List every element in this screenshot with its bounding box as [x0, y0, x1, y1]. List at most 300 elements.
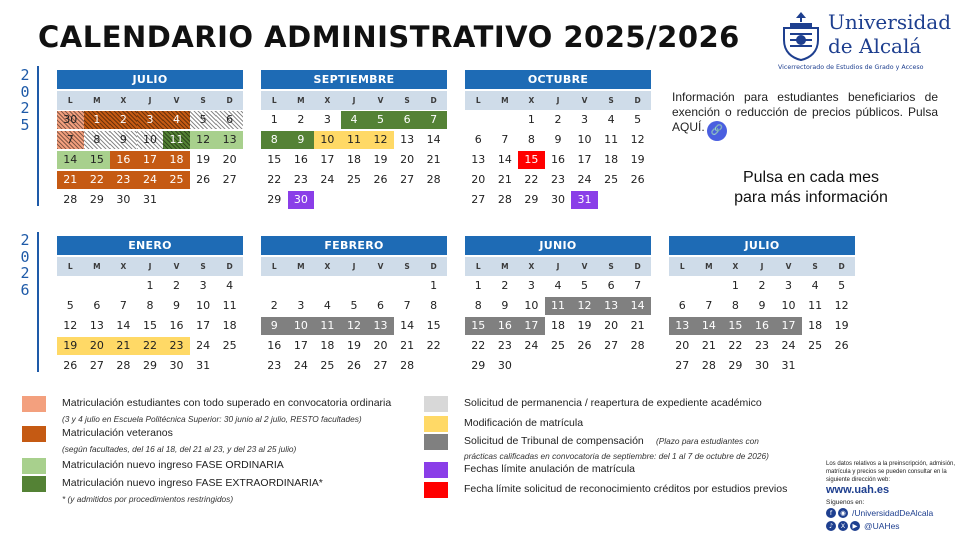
- month-header[interactable]: JULIO: [669, 236, 855, 255]
- weekday-label: M: [297, 262, 305, 271]
- weekday-label: V: [785, 262, 792, 271]
- weekday-label: X: [120, 262, 127, 271]
- week-row: [669, 276, 855, 296]
- day-cell: 22: [524, 173, 539, 186]
- social-row-2[interactable]: [826, 520, 900, 532]
- weekday-label: J: [148, 96, 152, 105]
- day-cell: 7: [634, 279, 642, 292]
- empty-day-cell: [545, 357, 572, 375]
- day-cell: 28: [497, 193, 512, 206]
- day-cell: 10: [577, 133, 592, 146]
- weekday-label: V: [377, 262, 384, 271]
- day-cell: 21: [110, 337, 137, 355]
- week-row: [57, 150, 243, 170]
- day-cell: 1: [731, 279, 739, 292]
- day-cell: 5: [838, 279, 846, 292]
- day-cell: 3: [527, 279, 535, 292]
- legend-label: Fechas límite anulación de matrícula: [464, 463, 635, 475]
- year-digit: 2: [20, 264, 30, 282]
- day-cell: 25: [320, 359, 335, 372]
- empty-day-cell: [598, 191, 625, 209]
- day-cell: 15: [722, 317, 749, 335]
- month-header[interactable]: SEPTIEMBRE: [261, 70, 447, 89]
- day-cell: 30: [169, 359, 184, 372]
- day-cell: 21: [630, 319, 645, 332]
- legend-label: Solicitud de Tribunal de compensación: [464, 435, 644, 447]
- empty-day-cell: [624, 357, 651, 375]
- weekday-row: [465, 91, 651, 110]
- empty-day-cell: [216, 357, 243, 375]
- empty-day-cell: [341, 191, 368, 209]
- day-cell: 19: [834, 319, 849, 332]
- day-cell: 30: [497, 359, 512, 372]
- day-cell: 23: [550, 173, 565, 186]
- day-cell: 6: [377, 299, 385, 312]
- legend-swatch-peach: [22, 396, 46, 412]
- day-cell: 16: [293, 153, 308, 166]
- day-cell: 25: [346, 173, 361, 186]
- day-cell: 22: [426, 339, 441, 352]
- weekday-label: M: [93, 96, 101, 105]
- day-cell: 22: [84, 171, 111, 189]
- day-cell: 26: [577, 339, 592, 352]
- day-cell: 6: [678, 299, 686, 312]
- day-cell: 9: [110, 131, 137, 149]
- day-cell: 9: [501, 299, 509, 312]
- day-cell: 14: [116, 319, 131, 332]
- month-header[interactable]: OCTUBRE: [465, 70, 651, 89]
- day-cell: 13: [471, 153, 486, 166]
- legend-label: Solicitud de permanencia / reapertura de expediente académico: [464, 397, 762, 409]
- day-cell: 13: [89, 319, 104, 332]
- empty-day-cell: [216, 191, 243, 209]
- day-cell: 22: [267, 173, 282, 186]
- legend-swatch-yellow: [424, 416, 448, 432]
- day-cell: 14: [624, 297, 651, 315]
- day-cell: 9: [261, 317, 288, 335]
- week-row: [57, 296, 243, 316]
- weekday-label: D: [430, 96, 437, 105]
- day-cell: 18: [808, 319, 823, 332]
- empty-day-cell: [341, 277, 368, 295]
- month-3[interactable]: [57, 236, 243, 376]
- weekday-label: S: [200, 96, 206, 105]
- day-cell: 16: [267, 339, 282, 352]
- day-cell: 24: [293, 359, 308, 372]
- day-cell: 17: [518, 317, 545, 335]
- day-cell: 15: [84, 151, 111, 169]
- day-cell: 11: [341, 131, 368, 149]
- weekday-label: M: [501, 96, 509, 105]
- day-cell: 8: [474, 299, 482, 312]
- day-cell: 25: [604, 173, 619, 186]
- day-cell: 19: [196, 153, 211, 166]
- day-cell: 27: [89, 359, 104, 372]
- weekday-label: X: [528, 262, 535, 271]
- week-row: [57, 356, 243, 376]
- logo-name-line1: Universidad: [828, 10, 952, 34]
- day-cell: 28: [701, 359, 716, 372]
- day-cell: 14: [497, 153, 512, 166]
- day-cell: 13: [669, 317, 696, 335]
- day-cell: 23: [754, 339, 769, 352]
- day-cell: 25: [163, 171, 190, 189]
- day-cell: 23: [497, 339, 512, 352]
- day-cell: 4: [226, 279, 234, 292]
- social-handle-2: @UAHes: [864, 521, 900, 531]
- weekday-label: X: [732, 262, 739, 271]
- day-cell: 15: [142, 319, 157, 332]
- crest-icon: [780, 10, 822, 62]
- day-cell: 12: [63, 319, 78, 332]
- day-cell: 27: [604, 339, 619, 352]
- day-cell: 3: [323, 113, 331, 126]
- day-cell: 21: [57, 171, 84, 189]
- day-cell: 29: [524, 193, 539, 206]
- month-header[interactable]: JULIO: [57, 70, 243, 89]
- day-cell: 1: [430, 279, 438, 292]
- week-row: [261, 190, 447, 210]
- day-cell: 16: [749, 317, 776, 335]
- day-cell: 18: [222, 319, 237, 332]
- weekday-label: S: [812, 262, 818, 271]
- year-2026-bar: [37, 232, 39, 372]
- week-row: [465, 150, 651, 170]
- day-cell: 5: [66, 299, 74, 312]
- legend-right: [424, 396, 824, 506]
- day-cell: 28: [400, 359, 415, 372]
- day-cell: 8: [527, 133, 535, 146]
- day-cell: 10: [137, 131, 164, 149]
- week-row: [57, 110, 243, 130]
- weekday-label: S: [608, 262, 614, 271]
- day-cell: 13: [216, 131, 243, 149]
- day-cell: 6: [607, 279, 615, 292]
- exemption-info-text[interactable]: Información para estudiantes beneficiarios de exención o reducción de precios públicos. Pulsa AQUÍ.: [672, 90, 938, 134]
- weekday-label: X: [120, 96, 127, 105]
- day-cell: 27: [471, 193, 486, 206]
- day-cell: 3: [785, 279, 793, 292]
- week-row: [261, 356, 447, 376]
- week-row: [465, 316, 651, 336]
- empty-day-cell: [802, 357, 829, 375]
- hint-line2: para más información: [734, 189, 888, 206]
- day-cell: 11: [163, 131, 190, 149]
- day-cell: 24: [137, 171, 164, 189]
- day-cell: 10: [314, 131, 341, 149]
- weekday-label: J: [556, 96, 560, 105]
- day-cell: 6: [216, 111, 243, 129]
- tiktok-icon: ♪: [826, 521, 836, 531]
- day-cell: 27: [373, 359, 388, 372]
- week-row: [261, 296, 447, 316]
- empty-day-cell: [465, 111, 492, 129]
- day-cell: 4: [341, 111, 368, 129]
- day-cell: 21: [400, 339, 415, 352]
- year-2025-bar: [37, 66, 39, 206]
- empty-day-cell: [84, 277, 111, 295]
- instagram-icon: ◉: [838, 508, 848, 518]
- month-header[interactable]: FEBRERO: [261, 236, 447, 255]
- weekday-row: [465, 257, 651, 276]
- day-cell: 7: [403, 299, 411, 312]
- day-cell: 21: [426, 153, 441, 166]
- year-digit: 0: [20, 247, 30, 266]
- day-cell: 1: [146, 279, 154, 292]
- day-cell: 7: [420, 111, 447, 129]
- day-cell: 28: [116, 359, 131, 372]
- day-cell: 10: [196, 299, 211, 312]
- week-row: [261, 110, 447, 130]
- weekday-label: J: [760, 262, 764, 271]
- day-cell: 11: [808, 299, 823, 312]
- day-cell: 4: [163, 111, 190, 129]
- empty-day-cell: [394, 277, 421, 295]
- day-cell: 13: [598, 297, 625, 315]
- empty-day-cell: [669, 277, 696, 295]
- month-6[interactable]: [669, 236, 855, 376]
- weekday-label: D: [634, 96, 641, 105]
- day-cell: 24: [196, 339, 211, 352]
- empty-day-cell: [598, 357, 625, 375]
- week-row: [465, 170, 651, 190]
- day-cell: 5: [581, 279, 589, 292]
- day-cell: 30: [57, 111, 84, 129]
- empty-day-cell: [367, 277, 394, 295]
- empty-day-cell: [518, 357, 545, 375]
- weekday-label: J: [556, 262, 560, 271]
- day-cell: 11: [314, 317, 341, 335]
- weekday-label: M: [705, 262, 713, 271]
- month-click-hint: [700, 168, 922, 208]
- day-cell: 24: [524, 339, 539, 352]
- week-row: [465, 296, 651, 316]
- weekday-label: V: [377, 96, 384, 105]
- day-cell: 31: [196, 359, 211, 372]
- month-2[interactable]: [465, 70, 651, 210]
- day-cell: 18: [550, 319, 565, 332]
- day-cell: 12: [190, 131, 217, 149]
- year-digit: 2: [20, 99, 30, 117]
- month-1[interactable]: [261, 70, 447, 210]
- day-cell: 20: [675, 339, 690, 352]
- year-digit: 2: [20, 66, 30, 84]
- week-row: [57, 316, 243, 336]
- day-cell: 23: [110, 171, 137, 189]
- day-cell: 1: [270, 113, 278, 126]
- year-digit: 5: [20, 115, 30, 134]
- day-cell: 26: [346, 359, 361, 372]
- day-cell: 9: [554, 133, 562, 146]
- social-row-1[interactable]: [826, 507, 933, 519]
- day-cell: 8: [731, 299, 739, 312]
- legend-left: [22, 396, 422, 506]
- day-cell: 2: [501, 279, 509, 292]
- link-icon[interactable]: 🔗: [707, 121, 727, 141]
- month-header[interactable]: JUNIO: [465, 236, 651, 255]
- day-cell: 18: [163, 151, 190, 169]
- day-cell: 9: [173, 299, 181, 312]
- empty-day-cell: [492, 111, 519, 129]
- weekday-row: [57, 91, 243, 110]
- day-cell: 30: [550, 193, 565, 206]
- year-2026-label: [14, 232, 36, 298]
- week-row: [261, 336, 447, 356]
- day-cell: 11: [222, 299, 237, 312]
- day-cell: 19: [57, 337, 84, 355]
- day-cell: 13: [400, 133, 415, 146]
- day-cell: 12: [341, 317, 368, 335]
- legend-note: (3 y 4 julio en Escuela Politécnica Superior: 30 junio al 2 julio, RESTO facultades): [62, 414, 362, 424]
- legend-note: (según facultades, del 16 al 18, del 21 al 23, y del 23 al 25 julio): [62, 444, 297, 454]
- day-cell: 8: [261, 131, 288, 149]
- month-4[interactable]: [261, 236, 447, 376]
- weekday-label: M: [297, 96, 305, 105]
- weekday-label: L: [67, 262, 73, 271]
- day-cell: 7: [119, 299, 127, 312]
- day-cell: 9: [758, 299, 766, 312]
- day-cell: 18: [346, 153, 361, 166]
- legend-swatch-purple: [424, 462, 448, 478]
- legend-swatch-dgreen: [22, 476, 46, 492]
- day-cell: 27: [675, 359, 690, 372]
- day-cell: 31: [781, 359, 796, 372]
- month-0[interactable]: [57, 70, 243, 210]
- day-cell: 29: [471, 359, 486, 372]
- day-cell: 17: [293, 339, 308, 352]
- legend-swatch-red: [424, 482, 448, 498]
- day-cell: 10: [288, 317, 315, 335]
- weekday-label: L: [679, 262, 685, 271]
- week-row: [465, 276, 651, 296]
- day-cell: 6: [474, 133, 482, 146]
- day-cell: 12: [571, 297, 598, 315]
- day-cell: 26: [834, 339, 849, 352]
- empty-day-cell: [828, 357, 855, 375]
- weekday-row: [261, 91, 447, 110]
- day-cell: 4: [554, 279, 562, 292]
- day-cell: 26: [373, 173, 388, 186]
- week-row: [465, 336, 651, 356]
- day-cell: 22: [471, 339, 486, 352]
- year-digit: 0: [20, 82, 30, 101]
- legend-label: Matriculación nuevo ingreso FASE EXTRAORDINARIA*: [62, 477, 323, 489]
- day-cell: 23: [267, 359, 282, 372]
- week-row: [465, 190, 651, 210]
- week-row: [57, 170, 243, 190]
- empty-day-cell: [163, 191, 190, 209]
- facebook-icon: f: [826, 508, 836, 518]
- day-cell: 24: [320, 173, 335, 186]
- day-cell: 3: [581, 113, 589, 126]
- day-cell: 17: [196, 319, 211, 332]
- day-cell: 26: [630, 173, 645, 186]
- legend-note: * (y admitidos por procedimientos restringidos): [62, 494, 234, 504]
- weekday-label: J: [352, 96, 356, 105]
- day-cell: 2: [173, 279, 181, 292]
- weekday-label: V: [173, 262, 180, 271]
- day-cell: 29: [267, 193, 282, 206]
- month-header[interactable]: ENERO: [57, 236, 243, 255]
- week-row: [261, 276, 447, 296]
- day-cell: 4: [607, 113, 615, 126]
- weekday-label: V: [581, 262, 588, 271]
- day-cell: 11: [545, 297, 572, 315]
- day-cell: 2: [554, 113, 562, 126]
- weekday-label: V: [173, 96, 180, 105]
- day-cell: 29: [89, 193, 104, 206]
- day-cell: 2: [270, 299, 278, 312]
- empty-day-cell: [190, 191, 217, 209]
- empty-day-cell: [261, 277, 288, 295]
- week-row: [669, 336, 855, 356]
- social-handle-1: /UniversidadDeAlcala: [852, 508, 934, 518]
- week-row: [669, 296, 855, 316]
- month-5[interactable]: [465, 236, 651, 376]
- day-cell: 17: [577, 153, 592, 166]
- day-cell: 12: [630, 133, 645, 146]
- day-cell: 7: [57, 131, 84, 149]
- day-cell: 2: [758, 279, 766, 292]
- day-cell: 22: [728, 339, 743, 352]
- day-cell: 30: [754, 359, 769, 372]
- day-cell: 27: [400, 173, 415, 186]
- legend-swatch-rust: [22, 426, 46, 442]
- day-cell: 14: [426, 133, 441, 146]
- weekday-label: S: [608, 96, 614, 105]
- weekday-label: D: [634, 262, 641, 271]
- day-cell: 21: [701, 339, 716, 352]
- day-cell: 18: [320, 339, 335, 352]
- day-cell: 22: [137, 337, 164, 355]
- day-cell: 18: [604, 153, 619, 166]
- day-cell: 16: [110, 151, 137, 169]
- week-row: [261, 170, 447, 190]
- day-cell: 15: [518, 151, 545, 169]
- weekday-label: X: [528, 96, 535, 105]
- day-cell: 23: [293, 173, 308, 186]
- follow-label: Síguenos en:: [826, 499, 865, 506]
- empty-day-cell: [624, 191, 651, 209]
- day-cell: 20: [400, 153, 415, 166]
- week-row: [261, 150, 447, 170]
- day-cell: 31: [142, 193, 157, 206]
- day-cell: 2: [297, 113, 305, 126]
- day-cell: 1: [84, 111, 111, 129]
- legend-label: Modificación de matrícula: [464, 417, 584, 429]
- week-row: [57, 336, 243, 356]
- legend-note: prácticas calificadas en convocatoria de septiembre: del 1 al 7 de octubre de 2026): [464, 451, 769, 461]
- empty-day-cell: [110, 277, 137, 295]
- website-link[interactable]: www.uah.es: [826, 484, 890, 496]
- legend-swatch-hatch: [424, 396, 448, 412]
- day-cell: 28: [630, 339, 645, 352]
- weekday-label: J: [352, 262, 356, 271]
- x-icon: X: [838, 521, 848, 531]
- weekday-label: V: [581, 96, 588, 105]
- day-cell: 6: [93, 299, 101, 312]
- weekday-row: [669, 257, 855, 276]
- university-logo[interactable]: [778, 10, 952, 72]
- day-cell: 7: [705, 299, 713, 312]
- day-cell: 28: [426, 173, 441, 186]
- weekday-label: S: [404, 96, 410, 105]
- day-cell: 30: [288, 191, 315, 209]
- weekday-label: M: [93, 262, 101, 271]
- weekday-label: D: [226, 96, 233, 105]
- day-cell: 8: [430, 299, 438, 312]
- day-cell: 1: [527, 113, 535, 126]
